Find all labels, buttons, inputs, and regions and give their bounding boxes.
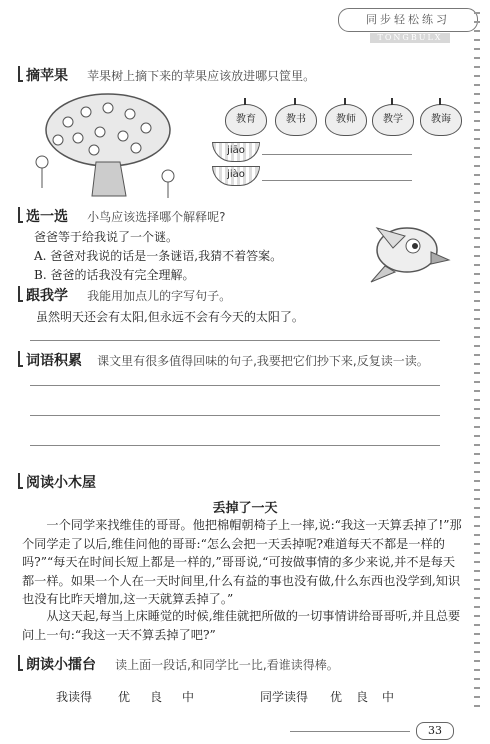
self-rating-label: 我读得 xyxy=(56,690,93,704)
apple-word[interactable]: 教诲 xyxy=(420,104,462,136)
answer-line[interactable] xyxy=(30,415,440,416)
section-label: 跟我学 xyxy=(26,288,68,304)
section-marker-icon xyxy=(18,66,23,82)
answer-line[interactable] xyxy=(262,180,412,181)
apple-word[interactable]: 教书 xyxy=(275,104,317,136)
page-number: 33 xyxy=(416,722,454,740)
story-paragraph: 一个同学来找维佳的哥哥。他把棉帽朝椅子上一摔,说:“我这一天算丢掉了!”那个同学走了以后,维佳问他的哥哥:“怎么会把一天丢掉呢?难道每天不都是一样的吗?”“每天在时间长短上都是一样的,”哥哥说,“可按做事情的多少来说,并不是每天都一样。如果一个人在一天时间里,什么有益的事也没有做,什么东西也没学到,知识也没有比昨天增加,这一天就算丢掉了。” xyxy=(22,518,462,606)
section-instruction: 课文里有很多值得回味的句子,我要把它们抄下来,反复读一读。 xyxy=(97,354,429,368)
rating-option[interactable]: 良 xyxy=(356,690,369,704)
section-instruction: 苹果树上摘下来的苹果应该放进哪只筐里。 xyxy=(87,69,316,83)
section-instruction: 我能用加点儿的字写句子。 xyxy=(87,289,232,303)
footer-rule xyxy=(290,731,410,732)
basket: jiāo xyxy=(212,142,260,162)
section-follow-me xyxy=(18,285,231,305)
apple-word[interactable]: 教学 xyxy=(372,104,414,136)
header-title: 同步轻松练习 xyxy=(338,8,478,32)
section-marker-icon xyxy=(18,207,23,223)
section-marker-icon xyxy=(18,473,23,489)
rating-option[interactable]: 中 xyxy=(382,690,395,704)
section-label: 词语积累 xyxy=(26,353,82,369)
answer-line[interactable] xyxy=(30,385,440,386)
story-title: 丢掉了一天 xyxy=(212,501,278,516)
option-a[interactable]: A. 爸爸对我说的话是一条谜语,我猜不着答案。 xyxy=(34,249,283,263)
classmate-rating-label: 同学读得 xyxy=(260,690,309,704)
section-marker-icon xyxy=(18,655,23,671)
rating-option[interactable]: 中 xyxy=(182,690,195,704)
section-instruction: 小鸟应该选择哪个解释呢? xyxy=(87,210,226,224)
section-reading-cabin xyxy=(18,472,96,492)
section-label: 摘苹果 xyxy=(26,68,68,84)
header-subtitle: TONGBULX xyxy=(370,33,450,43)
section-choose xyxy=(18,206,225,226)
section-label: 阅读小木屋 xyxy=(26,475,96,491)
section-marker-icon xyxy=(18,286,23,302)
side-dotted-line xyxy=(474,12,480,712)
section-label: 朗读小擂台 xyxy=(26,657,96,673)
basket: jiào xyxy=(212,166,260,186)
section-pick-apples xyxy=(18,65,315,85)
section-instruction: 读上面一段话,和同学比一比,看谁读得棒。 xyxy=(115,658,339,672)
apple-word[interactable]: 教育 xyxy=(225,104,267,136)
rating-option[interactable]: 良 xyxy=(150,690,163,704)
answer-line[interactable] xyxy=(30,340,440,341)
answer-line[interactable] xyxy=(30,445,440,446)
example-sentence: 虽然明天还会有太阳,但永远不会有今天的太阳了。 xyxy=(36,310,304,324)
story-paragraph: 从这天起,每当上床睡觉的时候,维佳就把所做的一切事情讲给哥哥听,并且总要问上一句:“我这一天不算丢掉了吧?” xyxy=(22,609,461,642)
apple-word[interactable]: 教师 xyxy=(325,104,367,136)
apple-tree-illustration xyxy=(28,92,178,202)
option-b[interactable]: B. 爸爸的话我没有完全理解。 xyxy=(34,268,195,282)
section-reading-arena xyxy=(18,654,339,674)
bird-illustration xyxy=(365,208,455,290)
answer-line[interactable] xyxy=(262,154,412,155)
section-word-accumulation xyxy=(18,350,429,370)
section-label: 选一选 xyxy=(26,209,68,225)
question-text: 爸爸等于给我说了一个谜。 xyxy=(34,230,179,244)
section-marker-icon xyxy=(18,351,23,367)
rating-option[interactable]: 优 xyxy=(330,690,343,704)
rating-option[interactable]: 优 xyxy=(118,690,131,704)
